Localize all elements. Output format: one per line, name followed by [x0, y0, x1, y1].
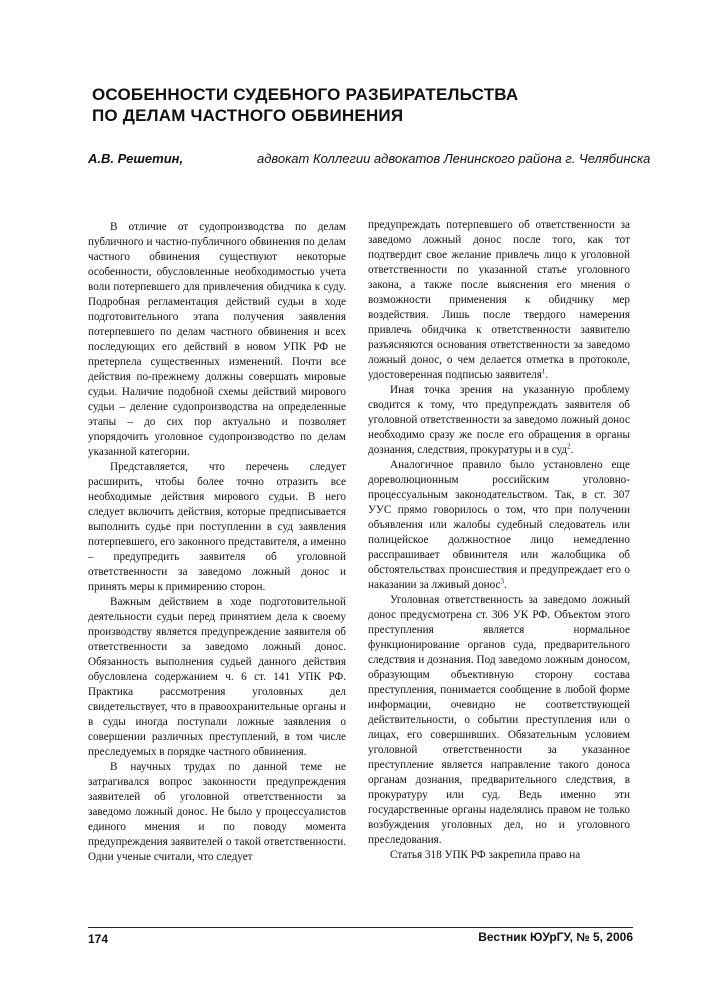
footer-divider [88, 927, 633, 928]
paragraph: Важным действием в ходе подготовительной деятельности судьи перед принятием дела к своему производству является предупреждение заявителя об ответственности за заведомо ложный донос. Обязанность выполнения судьей данного действия обусловлена содержанием ч. 6 ст. 141 УПК РФ. Практика рассмотрения уголовных дел свидетельствует, что в правоохранительные органы и в суды иногда поступали ложные заявления о совершении различных преступлений, в том числе преследуемых в порядке частного обвинения. [88, 596, 346, 758]
footnote-ref: 2 [567, 442, 571, 451]
paragraph-text: Статья 318 УПК РФ закрепила право на [390, 849, 581, 861]
paragraph-text: предупреждать потерпевшего об ответственности за заведомо ложный донос после того, как тот подтвердит свое желание привлечь лицо к уголовной ответственности по указанной статье уголовного закона, а также после выяснения его мнения о возможности применения к обидчику мер воздействия. Лишь после твердого намерения привлечь обидчика к ответственности заявителю разъясняются основания ответственности за заведомо ложный донос, о чем делается отметка в протоколе, удостоверенная подписью заявителя [368, 219, 630, 381]
paragraph-tail: . [545, 369, 549, 381]
title-line-2: ПО ДЕЛАМ ЧАСТНОГО ОБВИНЕНИЯ [92, 106, 404, 125]
title-line-1: ОСОБЕННОСТИ СУДЕБНОГО РАЗБИРАТЕЛЬСТВА [92, 85, 519, 104]
paragraph [368, 458, 630, 593]
journal-name: Вестник ЮУрГУ, № 5, 2006 [478, 930, 633, 944]
paragraph-tail: . [570, 444, 574, 456]
author-affiliation: адвокат Коллегии адвокатов Ленинского района г. Челябинска [257, 151, 651, 166]
paragraph: В отличие от судопроизводства по делам публичного и частно-публичного обвинения по делам частного обвинения существуют некоторые особенности, обусловленные необходимостью учета воли потерпевшего для привлечения обидчика к суду. Подробная регламентация действий судьи в ходе подготовительного этапа получения заявления потерпевшего по делам частного обвинения и всех последующих его действий в новом УПК РФ не претерпела существенных изменений. Почти все действия по-прежнему должны совершать мировые судьи. Наличие подобной схемы действий мирового судьи – деление судопроизводства на определенные этапы – до сих пор актуально и позволяет упорядочить уголовное судопроизводство по делам указанной категории. [88, 221, 346, 458]
paragraph: В научных трудах по данной теме не затрагивался вопрос законности предупреждения заявителей об уголовной ответственности за заведомо ложный донос. Не было у процессуалистов единого мнения и по поводу момента предупреждения заявителей о такой ответственности. Одни ученые считали, что следует [88, 761, 346, 863]
paragraph-tail: . [504, 579, 507, 591]
article-title [92, 84, 652, 126]
paragraph [368, 848, 630, 863]
paragraph: Представляется, что перечень следует расширить, чтобы более точно отразить все необходимые действия мирового судьи. В него следует включить действия, которые предписывается выполнить судье при поступлении в суд заявления потерпевшего, его законного представителя, а именно – предупредить заявителя об уголовной ответственности за заведомо ложный донос и принять меры к примирению сторон. [88, 461, 346, 593]
paragraph [368, 593, 630, 848]
left-column [88, 220, 346, 865]
footnote-ref: 3 [500, 577, 505, 586]
paragraph-text: Уголовная ответственность за заведомо ложный донос предусмотрена ст. 306 УК РФ. Объектом этого преступления является нормальное функционирование органов суда, предварительного следствия и дознания. Под заведомо ложным доносом, образующим объективную сторону состава преступления, понимается сообщение в любой форме информации, очевидно не соответствующей действительности, о событии преступления или о лицах, его совершивших. Обязательным условием уголовной ответственности за указанное преступление является направление такого доноса органам дознания, предварительного следствия, в прокуратуру или суд. Ведь именно эти государственные органы наделялись правом не только возбуждения уголовных дел, но и уголовного преследования. [368, 594, 630, 846]
paragraph-text: Иная точка зрения на указанную проблему сводится к тому, что предупреждать заявителя об уголовной ответственности за заведомо ложный донос необходимо сразу же после его обращения в органы дознания, следствия, прокуратуры и в суд [368, 384, 630, 456]
footnote-ref: 1 [541, 367, 546, 376]
paragraph-text: Аналогичное правило было установлено еще дореволюционным российским уголовно-процессуальным законодательством. Так, в ст. 307 УУС прямо говорилось о том, что при получении объявления или жалобы судебный следователь или полицейское должностное лицо немедленно расспрашивает обвинителя или жалобщика об обстоятельствах происшествия и предупреждает его о наказании за лживый донос [368, 459, 630, 591]
paragraph [368, 218, 630, 383]
author-name: А.В. Решетин, [88, 151, 184, 166]
right-column [368, 218, 630, 863]
paragraph [368, 383, 630, 458]
page-number: 174 [88, 932, 109, 946]
